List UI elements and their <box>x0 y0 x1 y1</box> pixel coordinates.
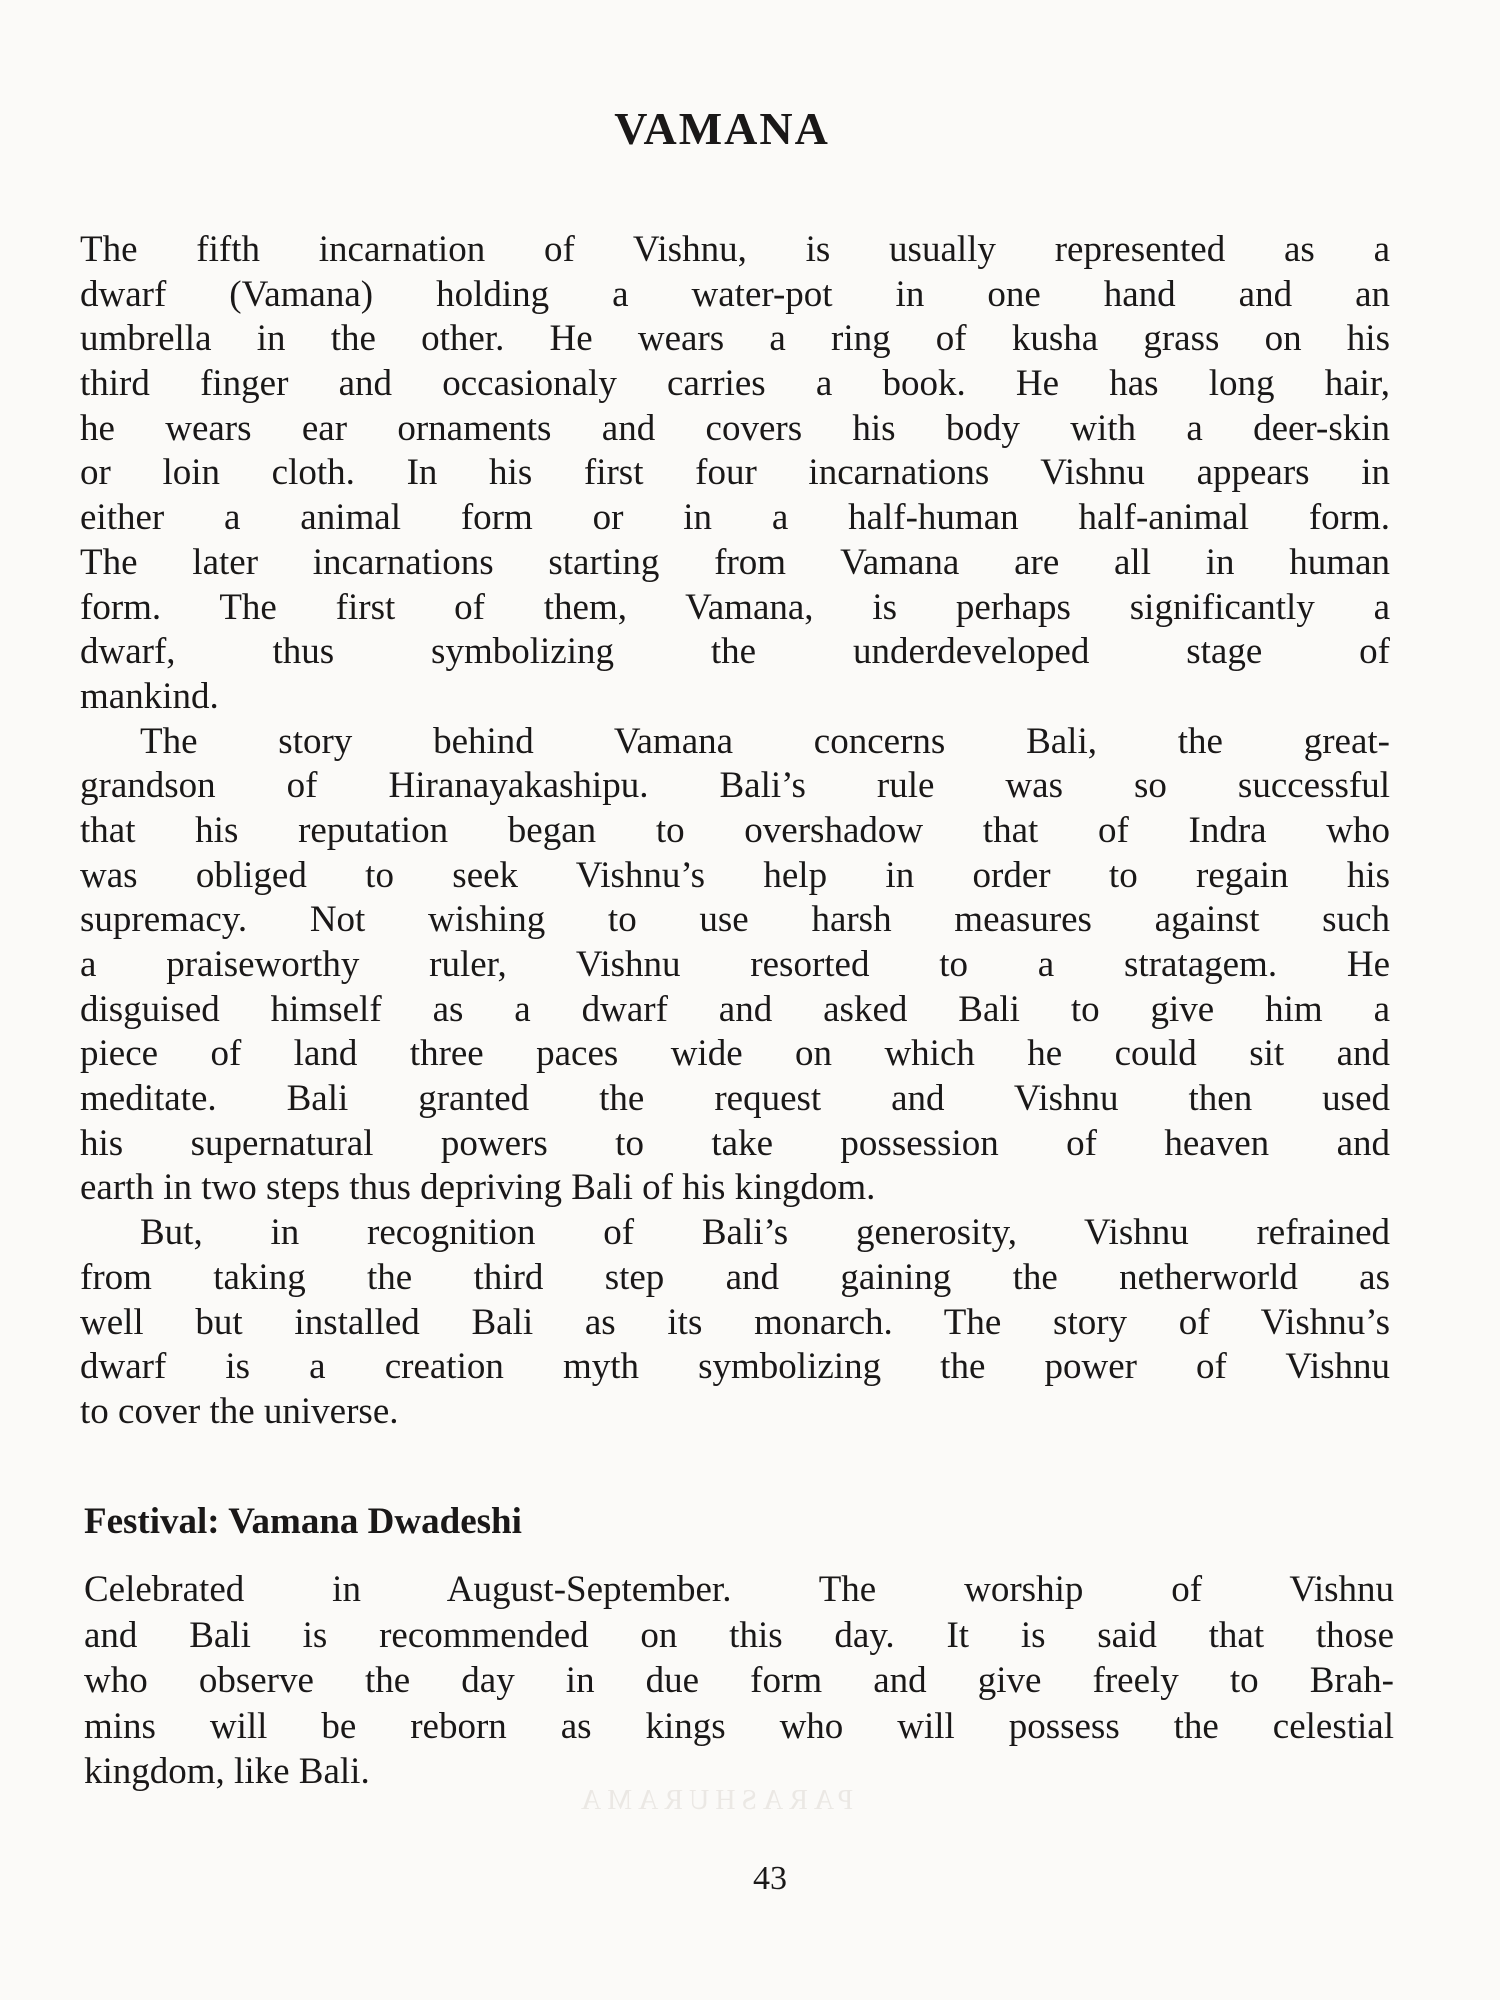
text-line: mins will be reborn as kings who will possess the celestial <box>84 1705 1394 1747</box>
paragraph-description <box>80 228 1390 720</box>
text-line: umbrella in the other. He wears a ring of kusha grass on his <box>80 318 1390 360</box>
page-number: 43 <box>753 1860 787 1897</box>
text-line: who observe the day in due form and give freely to Brah- <box>84 1660 1394 1701</box>
text-line: supremacy. Not wishing to use harsh measures against such <box>80 899 1390 941</box>
text-line: and Bali is recommended on this day. It is said that those <box>84 1614 1394 1656</box>
text-line: But, in recognition of Bali’s generosity, Vishnu refrained <box>140 1212 1390 1254</box>
text-line: either a animal form or in a half-human half-animal form. <box>80 497 1390 539</box>
page-title: VAMANA <box>614 103 830 154</box>
text-line: was obliged to seek Vishnu’s help in order to regain his <box>80 854 1390 896</box>
paragraph-conclusion <box>80 1211 1390 1434</box>
text-line: form. The first of them, Vamana, is perhaps significantly a <box>80 586 1390 628</box>
text-line: third finger and occasionaly carries a book. He has long hair, <box>80 363 1390 405</box>
text-line: a praiseworthy ruler, Vishnu resorted to a stratagem. He <box>80 944 1390 985</box>
festival-text <box>84 1567 1394 1795</box>
text-line: The story behind Vamana concerns Bali, the great- <box>140 720 1390 762</box>
text-line: kingdom, like Bali. <box>84 1751 370 1792</box>
text-line: Celebrated in August-September. The worship of Vishnu <box>84 1569 1394 1610</box>
text-line: that his reputation began to overshadow that of Indra who <box>80 809 1390 851</box>
text-line: meditate. Bali granted the request and Vishnu then used <box>80 1078 1390 1120</box>
text-line: he wears ear ornaments and covers his body with a deer-skin <box>80 407 1390 449</box>
text-line: disguised himself as a dwarf and asked Bali to give him a <box>80 988 1390 1030</box>
main-text <box>80 228 1390 1435</box>
text-line: piece of land three paces wide on which he could sit and <box>80 1033 1390 1075</box>
text-line: The fifth incarnation of Vishnu, is usually represented as a <box>80 229 1390 270</box>
text-line: well but installed Bali as its monarch. The story of Vishnu’s <box>80 1301 1390 1343</box>
paragraph-story <box>80 720 1390 1212</box>
text-line: grandson of Hiranayakashipu. Bali’s rule was so successful <box>80 765 1390 807</box>
text-line: The later incarnations starting from Vamana are all in human <box>80 541 1390 583</box>
text-line: earth in two steps thus depriving Bali of his kingdom. <box>80 1167 876 1209</box>
text-line: mankind. <box>80 675 219 717</box>
show-through-caption: PARASHURAMA <box>575 1785 854 1816</box>
text-line: from taking the third step and gaining the netherworld as <box>80 1256 1390 1298</box>
text-line: to cover the universe. <box>80 1390 399 1432</box>
festival-heading: Festival: Vamana Dwadeshi <box>84 1501 522 1542</box>
text-line: or loin cloth. In his first four incarnations Vishnu appears in <box>80 452 1390 494</box>
text-line: his supernatural powers to take possession of heaven and <box>80 1122 1390 1164</box>
text-line: dwarf is a creation myth symbolizing the power of Vishnu <box>80 1346 1390 1388</box>
text-line: dwarf (Vamana) holding a water-pot in one hand and an <box>80 273 1390 315</box>
text-line: dwarf, thus symbolizing the underdeveloped stage of <box>80 631 1390 673</box>
